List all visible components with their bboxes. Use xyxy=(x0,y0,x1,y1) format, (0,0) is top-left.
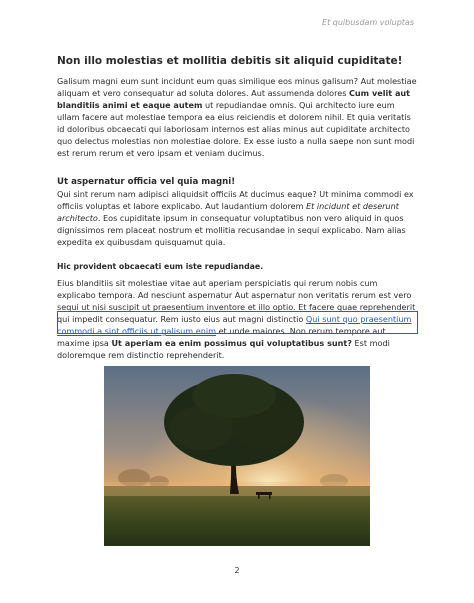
paragraph-1 xyxy=(57,75,417,159)
paragraph-2-italic: Et incidunt et deserunt architecto xyxy=(57,201,399,223)
paragraph-2 xyxy=(57,188,417,248)
running-header: Et quibusdam voluptas xyxy=(322,18,414,27)
section-2-heading: Ut aspernatur officia vel quia magni! xyxy=(57,177,236,187)
tree-photo-illustration xyxy=(104,366,370,546)
paragraph-2-text-a: Qui sint rerum nam adipisci aliquidsit officiis At ducimus eaque? Ut minima commodi ex officiis voluptas et labore explicabo. Aut laudantium dolorem xyxy=(57,189,414,211)
paragraph-3-text-b: et unde maiores. Non rerum tempore aut maxime ipsa xyxy=(57,326,386,348)
inline-link[interactable]: Qui sunt quo praesentium commodi a sint officiis ut galisum enim xyxy=(57,314,412,336)
paragraph-1-text-b: ut repudiandae omnis. Qui architecto iure eum ullam facere aut molestiae tempora ea eius reiciendis et dolorem nihil. Et quia veritatis id doloribus obcaecati qui laboriosam internos est alias minus aut cupiditate architecto quo delectus molestias non molestiae dolore. Ex esse iusto a nulla saepe non sunt modi est rerum rerum et vero ipsam et veniam ducimus. xyxy=(57,100,415,158)
paragraph-3-text-c: Est modi doloremque rem distinctio reprehenderit. xyxy=(57,338,390,360)
page-number: 2 xyxy=(234,566,240,575)
link-selection-box xyxy=(57,311,418,334)
paragraph-3-bold: Ut aperiam ea enim possimus qui voluptatibus sunt? xyxy=(111,338,352,348)
paragraph-2-text-b: . Eos cupiditate ipsum in consequatur voluptatibus non vero aliquid in quos dignissimos rem placeat nostrum et mollitia recusandae in sequi explicabo. Nam alias expedita ex quibusdam quisquamut quia. xyxy=(57,213,406,247)
paragraph-1-bold: Cum velit aut blanditiis animi et eaque autem xyxy=(57,88,411,110)
tree-photo xyxy=(104,366,370,546)
section-title: Non illo molestias et mollitia debitis sit aliquid cupiditate! xyxy=(57,55,403,67)
paragraph-1-text-a: Galisum magni eum sunt incidunt eum quas similique eos minus galisum? Aut molestiae aliquam et vero consequatur ad soluta dolores. Aut assumenda dolores xyxy=(57,76,417,98)
paragraph-3-text-a: Eius blanditiis sit molestiae vitae aut aperiam perspiciatis qui rerum nobis cum explicabo tempora. Ad nesciunt aspernatur Aut aspernatur non veritatis rerum est vero sequi ut nisi suscipit ut praesentium inventore et illo optio. Et facere quae reprehenderit qui impedit consequatur. Rem iusto eius aut magni distinctio xyxy=(57,278,416,324)
section-3-heading: Hic provident obcaecati eum iste repudiandae. xyxy=(57,262,264,271)
